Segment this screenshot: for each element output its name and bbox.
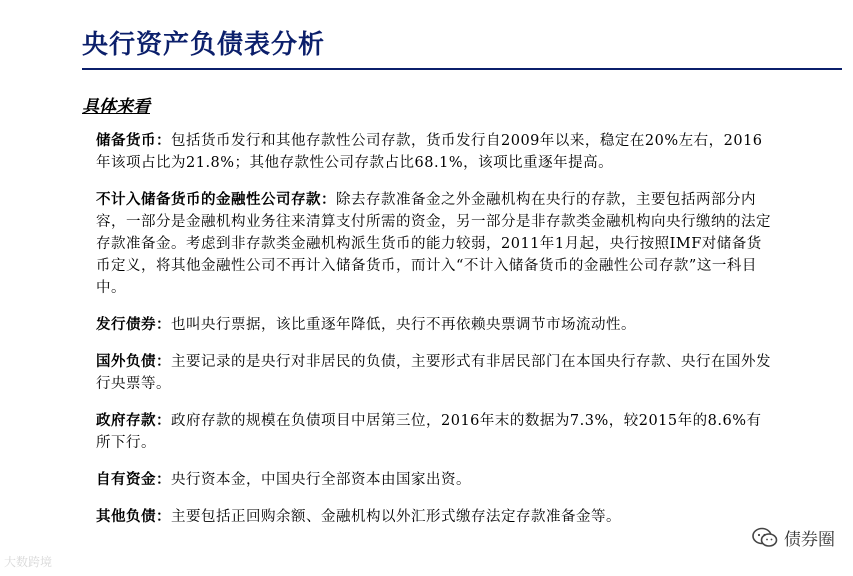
term-label: 国外负债：: [96, 353, 171, 370]
watermark: [752, 525, 835, 550]
watermark-text: 债券圈: [784, 530, 835, 550]
paragraph-text: 主要记录的是央行对非居民的负债，主要形式有非居民部门在本国央行存款、央行在国外发行央票等。: [96, 354, 771, 392]
paragraph-government-deposits: [96, 410, 776, 454]
paragraph-text: 央行资本金，中国央行全部资本由国家出资。: [171, 472, 471, 488]
term-label: 政府存款：: [96, 412, 171, 429]
paragraph-reserve-money: [96, 130, 776, 174]
section-subtitle: 具体来看: [82, 97, 150, 117]
paragraph-non-reserve-deposits: [96, 189, 776, 299]
title-divider: [82, 68, 842, 70]
paragraph-bond-issuance: [96, 314, 776, 336]
paragraph-text: 政府存款的规模在负债项目中居第三位，2016年末的数据为7.3%，较2015年的8.6%有所下行。: [96, 413, 762, 451]
paragraph-own-capital: [96, 469, 776, 491]
footer-logo: 大数跨境: [4, 555, 53, 569]
term-label: 储备货币：: [96, 132, 171, 149]
term-label: 其他负债：: [96, 508, 171, 525]
content-body: [96, 130, 776, 543]
term-label: 不计入储备货币的金融性公司存款：: [96, 191, 336, 208]
term-label: 发行债券：: [96, 316, 171, 333]
paragraph-text: 包括货币发行和其他存款性公司存款，货币发行自2009年以来，稳定在20%左右，2016年该项占比为21.8%；其他存款性公司存款占比68.1%，该项比重逐年提高。: [96, 133, 763, 171]
paragraph-text: 除去存款准备金之外金融机构在央行的存款，主要包括两部分内容，一部分是金融机构业务往来清算支付所需的资金，另一部分是非存款类金融机构向央行缴纳的法定存款准备金。考虑到非存款类金融机构派生货币的能力较弱，2011年1月起，央行按照IMF对储备货币定义，将其他金融性公司不再计入储备货币，而计入“不计入储备货币的金融性公司存款”这一科目中。: [96, 192, 771, 296]
paragraph-foreign-liabilities: [96, 351, 776, 395]
page-title: 央行资产负债表分析: [82, 30, 326, 60]
wechat-icon: [752, 527, 778, 549]
term-label: 自有资金：: [96, 471, 171, 488]
paragraph-text: 主要包括正回购余额、金融机构以外汇形式缴存法定存款准备金等。: [171, 509, 621, 525]
paragraph-other-liabilities: [96, 506, 776, 528]
paragraph-text: 也叫央行票据，该比重逐年降低，央行不再依赖央票调节市场流动性。: [171, 317, 636, 333]
